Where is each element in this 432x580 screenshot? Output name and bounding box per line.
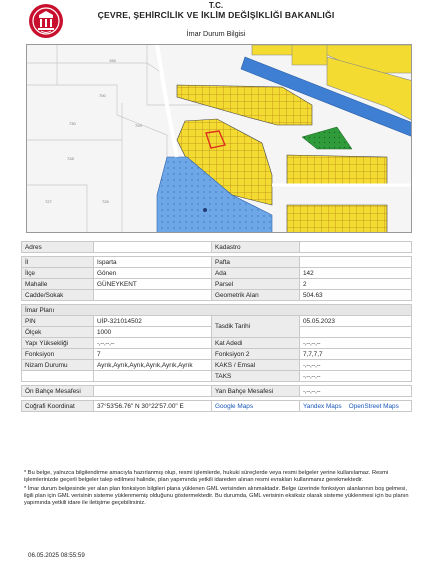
ada-value: 142: [300, 268, 412, 279]
fonksiyon-label: Fonksiyon: [22, 349, 94, 360]
taks-label: TAKS: [212, 371, 300, 382]
fonksiyon-value: 7: [94, 349, 212, 360]
kat-adedi-value: -,--,--,--: [300, 338, 412, 349]
adres-value: [94, 242, 212, 253]
il-label: İl: [22, 257, 94, 268]
on-bahce-label: Ön Bahçe Mesafesi: [22, 386, 94, 397]
disclaimer-note-2: * İmar durum belgesinde yer alan plan fonksiyon bilgileri plana yüklenen GML verisinden alınmaktadır. Belge üzerinde fonksiyon alanlarının boş gelmesi, ilgili plan için GML verisinin sisteme yüklenmemiş olduğunu göstermektedir. Bu durumda, GML verisinin eksiksiz olarak sisteme yüklenmesi için bu planın yapımında yetkili idare ile iletişime geçebilirsiniz.: [24, 486, 409, 507]
tasdik-tarihi-label: Tasdik Tarihi: [212, 316, 300, 338]
taks-value: -,--,--,--: [300, 371, 412, 382]
mahalle-label: Mahalle: [22, 279, 94, 290]
nizam-durumu-label: Nizam Durumu: [22, 360, 94, 371]
parcel-number: 730: [69, 121, 76, 126]
ilce-value: Gönen: [94, 268, 212, 279]
tasdik-tarihi-value: 05.05.2023: [300, 316, 412, 327]
yan-bahce-value: -,--,--,--: [300, 386, 412, 397]
mahalle-value: GÜNEYKENT: [94, 279, 212, 290]
cografi-koordinat-value: 37°53'56.76" N 30°22'57.00" E: [94, 401, 212, 412]
zoning-map[interactable]: [26, 44, 412, 233]
pin-label: PIN: [22, 316, 94, 327]
tc-label: T.C.: [208, 1, 224, 10]
ilce-label: İlçe: [22, 268, 94, 279]
parcel-number: 728: [67, 156, 74, 161]
ada-label: Ada: [212, 268, 300, 279]
adres-label: Adres: [22, 242, 94, 253]
cadde-label: Cadde/Sokak: [22, 290, 94, 301]
openstreet-maps-link[interactable]: OpenStreet Maps: [348, 402, 399, 410]
parcel-number: 727: [45, 199, 52, 204]
olcek-label: Ölçek: [22, 327, 94, 338]
pafta-value: [300, 257, 412, 268]
zoning-map-drawing: [27, 45, 412, 233]
cadde-value: [94, 290, 212, 301]
olcek-value: 1000: [94, 327, 212, 338]
pin-value: UİP-321014502: [94, 316, 212, 327]
geometrik-alan-label: Geometrik Alan: [212, 290, 300, 301]
kaks-emsal-value: -,--,--,--: [300, 360, 412, 371]
geometrik-alan-value: 504.63: [300, 290, 412, 301]
parcel-number: 726: [102, 199, 109, 204]
kadastro-label: Kadastro: [212, 242, 300, 253]
pafta-label: Pafta: [212, 257, 300, 268]
parcel-number: 700: [99, 93, 106, 98]
parcel-number: 155: [109, 58, 116, 63]
fonksiyon-2-value: 7,7,7,7: [300, 349, 412, 360]
parsel-value: 2: [300, 279, 412, 290]
parcel-number: 729: [135, 123, 142, 128]
generated-timestamp: 06.05.2025 08:55:59: [28, 552, 85, 559]
google-maps-link[interactable]: Google Maps: [215, 402, 254, 410]
kaks-emsal-label: KAKS / Emsal: [212, 360, 300, 371]
disclaimer-notes: [24, 470, 410, 509]
ministry-name: ÇEVRE, ŞEHİRCİLİK VE İKLİM DEĞİŞİKLİĞİ BAKANLIĞI: [97, 10, 335, 20]
yapi-yuksekligi-label: Yapı Yüksekliği: [22, 338, 94, 349]
kat-adedi-label: Kat Adedi: [212, 338, 300, 349]
yan-bahce-label: Yan Bahçe Mesafesi: [212, 386, 300, 397]
on-bahce-value: [94, 386, 212, 397]
disclaimer-note-1: * Bu belge, yalnızca bilgilendirme amacıyla hazırlanmış olup, resmi işlemlerde, hukuki süreçlerde veya resmi belgeler yerine kullanılamaz. Resmi işlemlerinizde geçerli belgeler talep edilmesi halinde, plan yapımında yetkili idareden alınan resmi evrakları kullanmanız gerekmektedir.: [24, 470, 389, 484]
il-value: Isparta: [94, 257, 212, 268]
imar-plani-section: İmar Planı: [22, 305, 412, 316]
fonksiyon-2-label: Fonksiyon 2: [212, 349, 300, 360]
parsel-label: Parsel: [212, 279, 300, 290]
page-header: [0, 0, 432, 44]
yandex-maps-link[interactable]: Yandex Maps: [303, 402, 342, 410]
document-title: İmar Durum Bilgisi: [186, 29, 246, 38]
parcel-info-table: [21, 241, 412, 412]
nizam-durumu-value: Ayrık,Ayrık,Ayrık,Ayrık,Ayrık,Ayrık: [94, 360, 212, 371]
yapi-yuksekligi-value: -,--,--,--: [94, 338, 212, 349]
cografi-koordinat-label: Coğrafi Koordinat: [22, 401, 94, 412]
